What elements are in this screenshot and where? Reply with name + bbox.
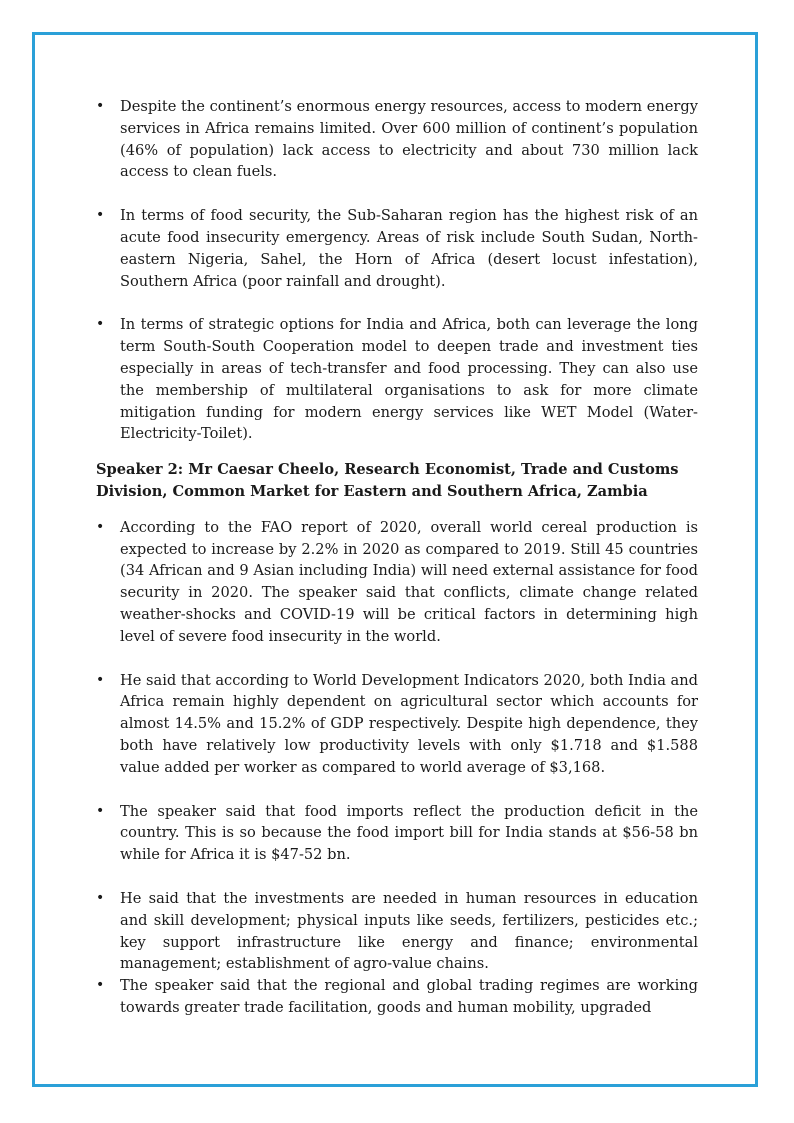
bullet-investments-needed: • He said that the investments are needed in human resources in education and skill development; physical inputs like seeds, fertilizers, pesticides etc.; key support infrastructure like energy and finance; environmental management; establishment of agro-value chains. — [96, 888, 698, 975]
bullet-trading-regimes: • The speaker said that the regional and global trading regimes are working towards greater trade facilitation, goods and human mobility, upgraded — [96, 975, 698, 1019]
bullet-energy-access: • Despite the continent’s enormous energy resources, access to modern energy services in Africa remains limited. Over 600 million of continent’s population (46% of population) lack access to electricity and about 730 million lack access to clean fuels. — [96, 96, 698, 183]
bullet-fao-report: • According to the FAO report of 2020, overall world cereal production is expected to increase by 2.2% in 2020 as compared to 2019. Still 45 countries (34 African and 9 Asian including India) will need external assistance for food security in 2020. The speaker said that conflicts, climate change related weather-shocks and COVID-19 will be critical factors in determining high level of severe food insecurity in the world. — [96, 517, 698, 648]
bullet-list-energy-food — [96, 96, 698, 445]
bullet-strategic-options: • In terms of strategic options for India and Africa, both can leverage the long term South-South Cooperation model to deepen trade and investment ties especially in areas of tech-transfer and food processing. They can also use the membership of multilateral organisations to ask for more climate mitigation funding for modern energy services like WET Model (Water-Electricity-Toilet). — [96, 314, 698, 445]
bullet-food-imports: • The speaker said that food imports reflect the production deficit in the country. This is so because the food import bill for India stands at $56-58 bn while for Africa it is $47-52 bn. — [96, 801, 698, 866]
document-body — [96, 96, 698, 1019]
speaker-2-heading: Speaker 2: Mr Caesar Cheelo, Research Economist, Trade and Customs Division, Common Market for Eastern and Southern Africa, Zambia — [96, 461, 679, 500]
bullet-world-development-indicators: • He said that according to World Development Indicators 2020, both India and Africa remain highly dependent on agricultural sector which accounts for almost 14.5% and 15.2% of GDP respectively. Despite high dependence, they both have relatively low productivity levels with only $1.718 and $1.588 value added per worker as compared to world average of $3,168. — [96, 670, 698, 779]
bullet-food-security: • In terms of food security, the Sub-Saharan region has the highest risk of an acute food insecurity emergency. Areas of risk include South Sudan, North-eastern Nigeria, Sahel, the Horn of Africa (desert locust infestation), Southern Africa (poor rainfall and drought). — [96, 205, 698, 292]
bullet-list-speaker-2 — [96, 517, 698, 1019]
